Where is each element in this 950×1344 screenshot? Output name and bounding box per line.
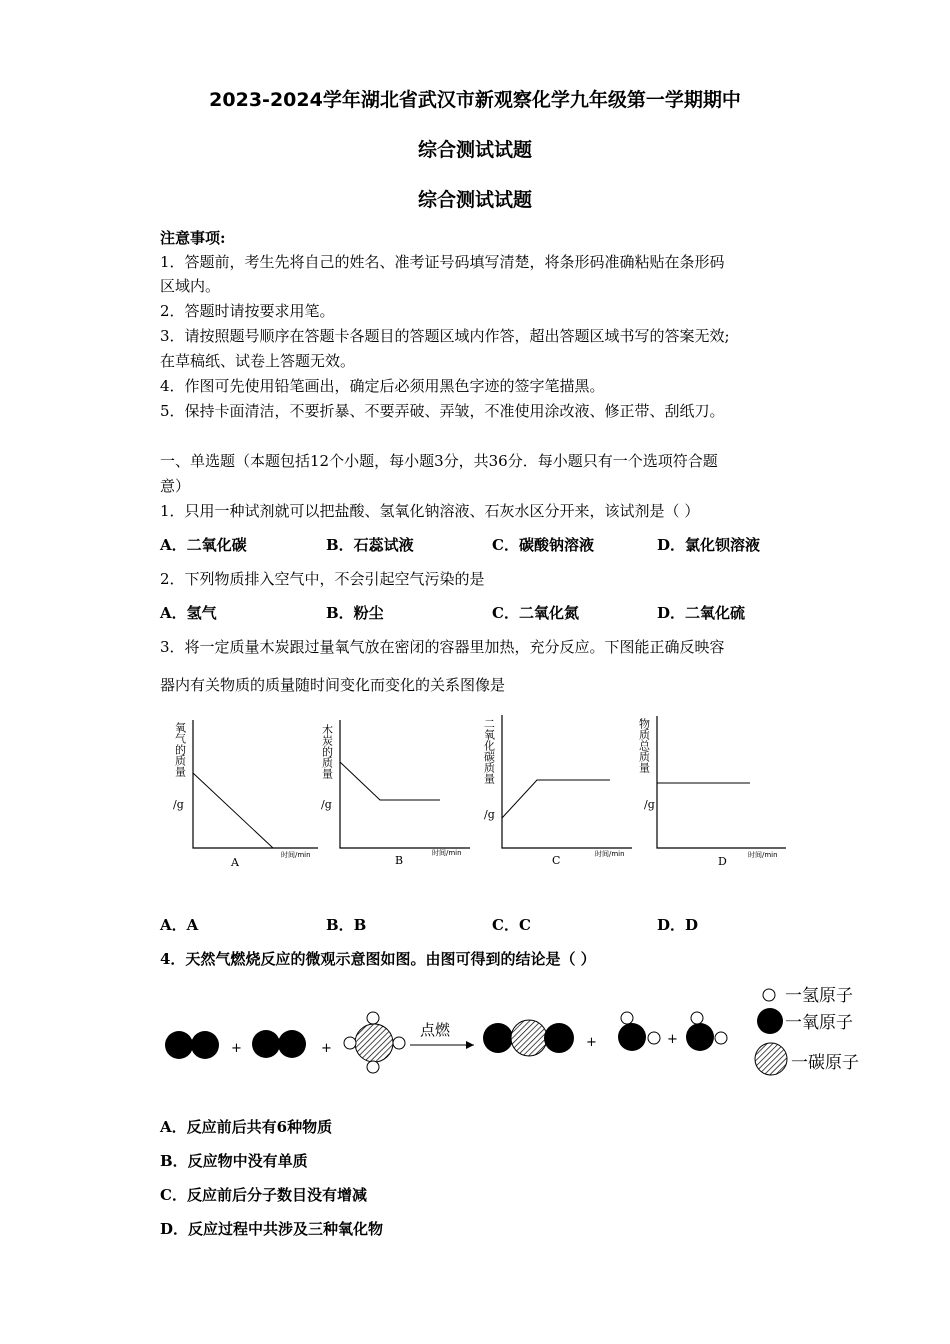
q4-option-c[interactable]: C．反应前后分子数目没有增减 — [160, 1186, 367, 1204]
q3-option-a[interactable]: A．A — [160, 916, 199, 934]
notice-item-4: 4．作图可先使用铅笔画出，确定后必须用黑色字迹的签字笔描黑。 — [160, 377, 605, 395]
q2-option-a[interactable]: A．氢气 — [160, 604, 217, 622]
question-4-stem: 4．天然气燃烧反应的微观示意图如图。由图可得到的结论是（ ） — [160, 950, 596, 968]
q4-option-a[interactable]: A．反应前后共有6种物质 — [160, 1118, 333, 1136]
page-title: 2023-2024学年湖北省武汉市新观察化学九年级第一学期期中 — [209, 89, 741, 111]
carbon-atom-icon — [355, 1024, 393, 1062]
carbon-atom-icon — [511, 1020, 547, 1056]
page-subtitle: 综合测试试题 — [417, 139, 532, 161]
graph-d-unit: /g — [644, 798, 655, 811]
oxygen-atom-icon — [618, 1023, 646, 1051]
hydrogen-atom-icon — [367, 1061, 379, 1073]
notice-item-3: 3．请按照题号顺序在答题卡各题目的答题区域内作答，超出答题区域书写的答案无效; — [160, 327, 730, 345]
svg-text:+: + — [231, 1041, 242, 1056]
oxygen-atom-icon — [191, 1031, 219, 1059]
legend-hydrogen-label: 一氢原子 — [785, 986, 853, 1006]
graph-d-tag: D — [718, 855, 727, 868]
oxygen-atom-icon — [544, 1023, 574, 1053]
graph-a-xlabel: 时间/min — [281, 851, 311, 859]
graph-b-tag: B — [395, 854, 404, 867]
graph-c — [483, 715, 633, 867]
svg-text:+: + — [586, 1035, 597, 1050]
q2-option-c[interactable]: C．二氧化氮 — [492, 604, 579, 622]
graph-b-ylabel: 木炭的质量 — [320, 724, 334, 779]
graph-a-ylabel: 氧气的质量 — [173, 722, 187, 777]
graph-c-unit: /g — [484, 808, 495, 821]
graph-b-xlabel: 时间/min — [432, 849, 462, 857]
notice-item-2: 2．答题时请按要求用笔。 — [160, 302, 335, 320]
legend-oxygen-label: 一氧原子 — [785, 1013, 853, 1033]
oxygen-atom-icon — [252, 1030, 280, 1058]
q2-option-b[interactable]: B．粉尘 — [326, 604, 384, 622]
graph-c-xlabel: 时间/min — [595, 850, 625, 858]
notice-item-5: 5．保持卡面清洁，不要折暴、不要弄破、弄皱，不准使用涂改液、修正带、刮纸刀。 — [160, 402, 725, 420]
reaction-diagram — [165, 986, 859, 1075]
q2-option-d[interactable]: D．二氧化硫 — [657, 604, 746, 622]
hydrogen-atom-icon — [648, 1032, 660, 1044]
notice-item-1-cont: 区域内。 — [160, 277, 221, 295]
graph-c-tag: C — [552, 854, 561, 867]
q3-option-d[interactable]: D．D — [657, 916, 699, 934]
hydrogen-atom-icon — [621, 1012, 633, 1024]
hydrogen-atom-icon — [715, 1032, 727, 1044]
legend-oxygen-icon — [757, 1008, 783, 1034]
graph-a — [173, 720, 318, 869]
oxygen-atom-icon — [165, 1031, 193, 1059]
q4-option-b[interactable]: B．反应物中没有单质 — [160, 1152, 308, 1170]
q1-option-b[interactable]: B．石蕊试液 — [326, 536, 414, 554]
graph-d-ylabel: 物质总质量 — [637, 718, 651, 773]
question-3-stem: 3．将一定质量木炭跟过量氧气放在密闭的容器里加热，充分反应。下图能正确反映容 — [160, 638, 725, 656]
q4-option-d[interactable]: D．反应过程中共涉及三种氧化物 — [160, 1220, 384, 1238]
svg-text:+: + — [667, 1032, 678, 1047]
notice-item-1: 1．答题前，考生先将自己的姓名、准考证号码填写清楚，将条形码准确粘贴在条形码 — [160, 253, 725, 271]
q1-option-d[interactable]: D．氯化钡溶液 — [657, 536, 761, 554]
hydrogen-atom-icon — [691, 1012, 703, 1024]
question-3-stem-cont: 器内有关物质的质量随时间变化而变化的关系图像是 — [160, 676, 506, 694]
question-1-stem: 1．只用一种试剂就可以把盐酸、氢氧化钠溶液、石灰水区分开来，该试剂是（ ） — [160, 502, 700, 520]
q1-option-a[interactable]: A．二氧化碳 — [160, 536, 247, 554]
svg-text:+: + — [321, 1041, 332, 1056]
graph-d-xlabel: 时间/min — [748, 851, 778, 859]
question-2-stem: 2．下列物质排入空气中，不会引起空气污染的是 — [160, 570, 485, 588]
legend-carbon-icon — [755, 1043, 787, 1075]
section-heading-cont: 意） — [160, 477, 191, 495]
graph-b — [321, 720, 471, 867]
hydrogen-atom-icon — [344, 1037, 356, 1049]
reaction-condition: 点燃 — [420, 1021, 451, 1039]
hydrogen-atom-icon — [367, 1012, 379, 1024]
q1-option-c[interactable]: C．碳酸钠溶液 — [492, 536, 594, 554]
q3-option-c[interactable]: C．C — [492, 916, 531, 934]
oxygen-atom-icon — [278, 1030, 306, 1058]
graph-d — [638, 716, 787, 868]
notice-item-3-cont: 在草稿纸、试卷上答题无效。 — [160, 352, 356, 370]
oxygen-atom-icon — [686, 1023, 714, 1051]
oxygen-atom-icon — [483, 1023, 513, 1053]
graph-a-tag: A — [231, 856, 239, 869]
hydrogen-atom-icon — [393, 1037, 405, 1049]
graph-c-ylabel: 二氧化碳质量 — [482, 718, 496, 784]
legend-hydrogen-icon — [763, 989, 775, 1001]
graph-a-unit: /g — [173, 798, 184, 811]
q3-option-b[interactable]: B．B — [326, 916, 367, 934]
graph-b-unit: /g — [321, 798, 332, 811]
page-subtitle-repeat: 综合测试试题 — [417, 189, 532, 211]
section-heading: 一、单选题（本题包括12个小题，每小题3分，共36分．每小题只有一个选项符合题 — [160, 452, 718, 470]
notice-heading: 注意事项: — [160, 229, 226, 247]
legend-carbon-label: 一碳原子 — [791, 1053, 859, 1073]
